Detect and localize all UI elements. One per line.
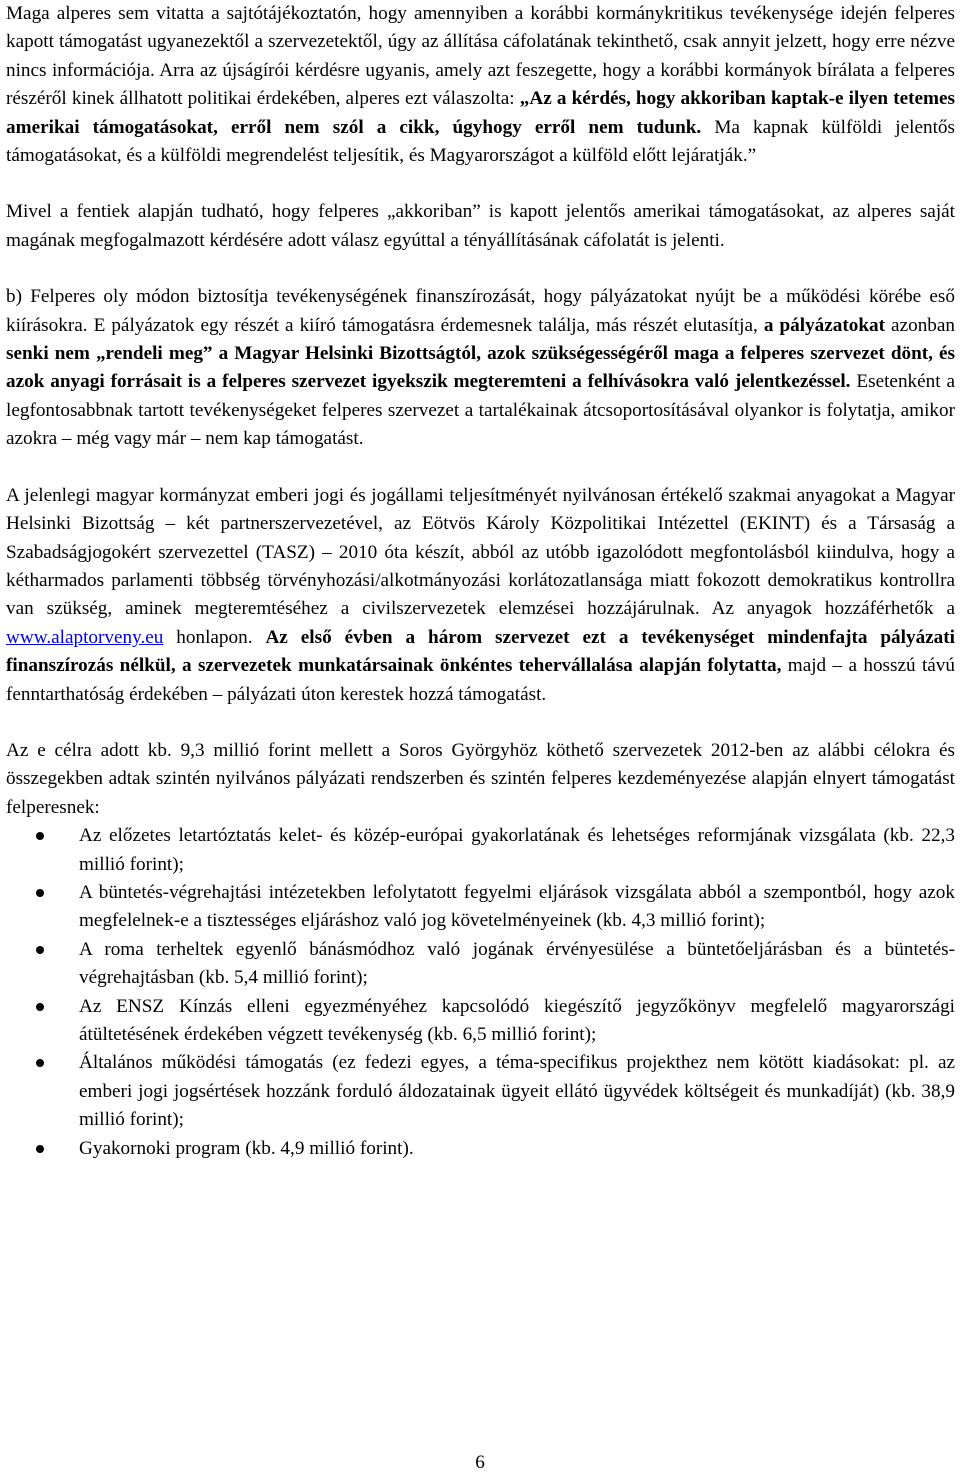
paragraph-1-text: Maga alperes sem vitatta a sajtótájékoztatón, hogy amennyiben a korábbi kormánykritikus tevékenysége idején felperes kapott támogatást ugyanezektől a szervezetektől, úgy az állítása cáfolatának tekinthető, csak annyit jelzett, hogy erre nézve nincs információja. Arra az újságírói kérdésre ugyanis, amely azt feszegette, hogy a korábbi kormányok bírálata a felperes részéről kinek állhatott politikai érdekében, alperes ezt válaszolta: [6,3,955,110]
funding-list [6,822,955,1163]
list-item [6,993,955,1050]
list-item [6,936,955,993]
paragraph-2: Mivel a fentiek alapján tudható, hogy felperes „akkoriban” is kapott jelentős amerikai támogatásokat, az alperes saját magának megfogalmazott kérdésére adott válasz egyúttal a tényállításának cáfolatát is jelenti. [6,201,955,251]
list-item [6,879,955,936]
paragraph-4-bold: Az első évben a három szervezet ezt a tevékenységet mindenfajta pályázati finanszírozás nélkül, a szervezetek munkatársainak önkéntes tehervállalása alapján folytatta, [6,626,955,677]
list-item [6,1049,955,1134]
paragraph-1-quote-bold: „Az a kérdés, hogy akkoriban kaptak-e ilyen tetemes amerikai támogatásokat, erről nem szól a cikk, úgyhogy erről nem tudunk. [6,88,955,138]
list-item [6,822,955,879]
paragraph-3-bold-1: a pályázatokat [763,314,886,336]
bullet-icon [36,832,44,840]
alaptorveny-link[interactable]: www.alaptorveny.eu [6,626,164,648]
list-item-text: A büntetés-végrehajtási intézetekben lefolytatott fegyelmi eljárások vizsgálata abból a szempontból, hogy azok megfelelnek-e a tisztességes eljáráshoz való jog követelményeinek (kb. 4,3 millió forint); [79,881,955,932]
bullet-icon [36,946,44,954]
paragraph-3-text: b) Felperes oly módon biztosítja tevékenységének finanszírozását, hogy pályázatokat nyújt be a működési körébe eső kiírásokra. E pályázatok egy részét a kiíró támogatásra érdemesnek találja, más részét elutasítja, [6,286,955,336]
paragraph-4 [6,482,955,709]
list-item-text: A roma terheltek egyenlő bánásmódhoz való jogának érvényesülése a büntetőeljárásban és a büntetés-végrehajtásban (kb. 5,4 millió forint); [79,938,955,989]
document-page [6,0,955,1480]
paragraph-1-text-end: Ma kapnak külföldi jelentős támogatásokat, és a külföldi megrendelést teljesítik, és Magyarországot a külföld előtt lejáratják.” [6,116,955,167]
list-item-text: Az előzetes letartóztatás kelet- és közép-európai gyakorlatának és lehetséges reformjának vizsgálata (kb. 22,3 millió forint); [79,825,955,875]
list-item [6,1135,955,1163]
list-item-text: Az ENSZ Kínzás elleni egyezményéhez kapcsolódó kiegészítő jegyzőkönyv megfelelő magyarországi átültetésének érdekében végzett tevékenység (kb. 6,5 millió forint); [79,995,955,1045]
paragraph-4-text-end: majd – a hosszú távú fenntarthatóság érdekében – pályázati úton kerestek hozzá támogatást. [6,655,955,705]
paragraph-3-text-end: Esetenként a legfontosabbnak tartott tevékenységeket felperes szervezet a tartalékainak átcsoportosításával olyankor is folytatja, amikor azokra – még vagy már – nem kap támogatást. [6,371,956,450]
paragraph-3 [6,283,955,453]
page-number: 6 [475,1452,485,1473]
list-item-text: Általános működési támogatás (ez fedezi egyes, a téma-specifikus projekthez nem kötött kiadásokat: pl. az emberi jogi jogsértések hozzánk forduló áldozatainak ügyeit ellátó ügyvédek költségeit és munkadíját) (kb. 38,9 millió forint); [79,1052,955,1131]
list-item-text: Gyakornoki program (kb. 4,9 millió forint). [79,1137,414,1159]
paragraph-1 [6,0,955,170]
paragraph-4-text-2: honlapon. [163,626,266,648]
bullet-icon [36,1059,44,1067]
bullet-icon [36,1145,44,1153]
bullet-icon [36,889,44,897]
paragraph-4-text: A jelenlegi magyar kormányzat emberi jogi és jogállami teljesítményét nyilvánosan értékelő szakmai anyagokat a Magyar Helsinki Bizottság – két partnerszervezetével, az Eötvös Károly Közpolitikai Intézettel (EKINT) és a Társaság a Szabadságjogokért szervezettel (TASZ) – 2010 óta készít, abból az utóbb igazolódott megfontolásból kiindulva, hogy a kétharmados parlamenti többség törvényhozási/alkotmányozási korlátozatlansága miatt fokozott demokratikus kontrollra van szükség, aminek megteremtéséhez a civilszervezetek elemzései hozzájárulnak. Az anyagok hozzáférhetők a [6,484,955,620]
paragraph-3-bold-2: senki nem „rendeli meg” a Magyar Helsinki Bizottságtól, azok szükségességéről maga a felperes szervezet dönt, és azok anyagi forrásait is a felperes szervezet igyekszik megteremteni a felhívásokra való jelentkezéssel. [6,343,955,393]
paragraph-3-text-2: azonban [885,314,955,336]
bullet-icon [36,1003,44,1011]
paragraph-5: Az e célra adott kb. 9,3 millió forint mellett a Soros Györgyhöz köthető szervezetek 2012-ben az alábbi célokra és összegekben adtak szintén nyilvános pályázati rendszerben és szintén felperes kezdeményezése alapján elnyert támogatást felperesnek: [6,739,955,818]
